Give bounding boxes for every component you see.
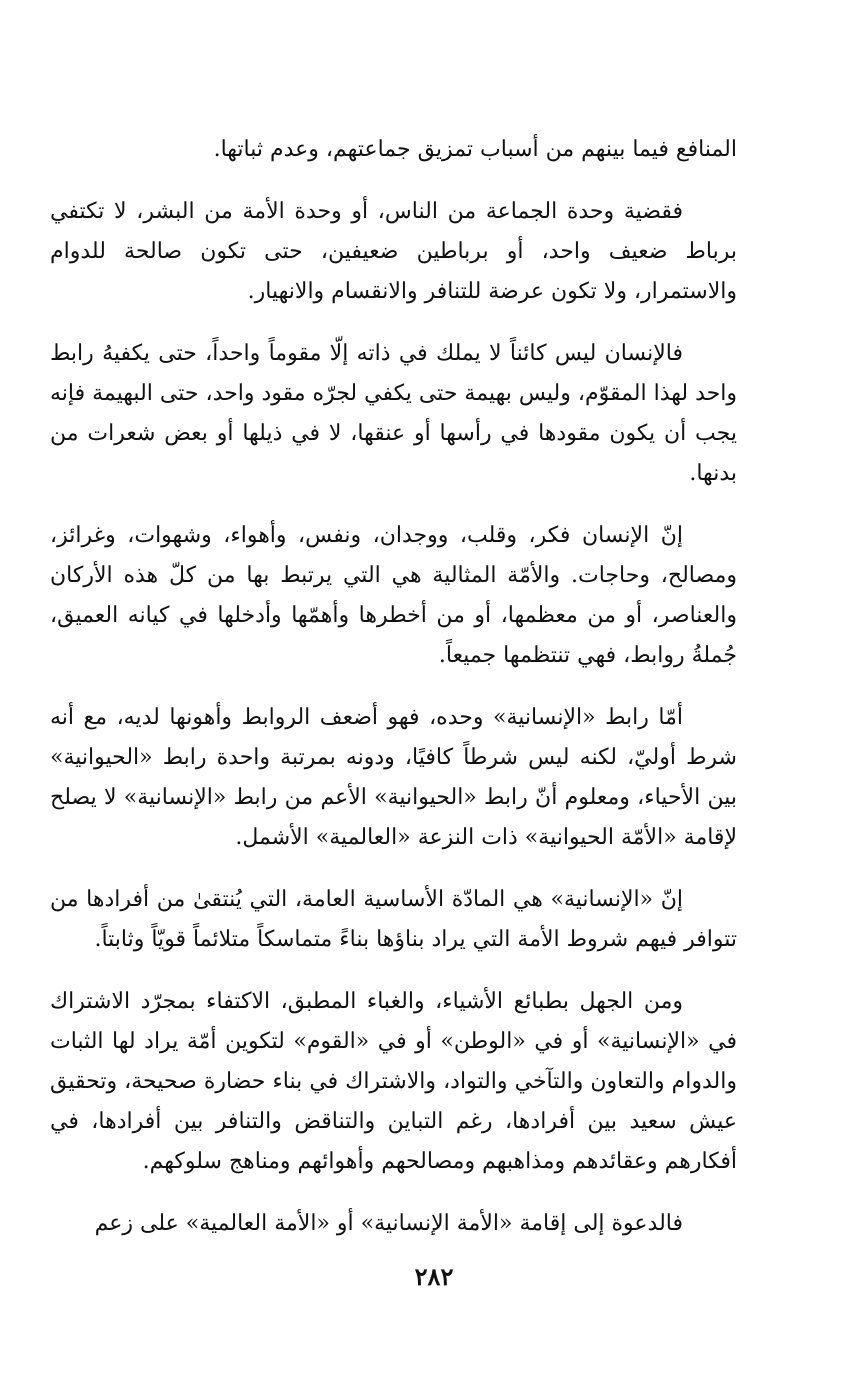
page-body bbox=[50, 130, 737, 1266]
paragraph: أمّا رابط «الإنسانية» وحده، فهو أضعف الروابط وأهونها لديه، مع أنه شرط أوليّ، لكنه ليس شرطاً كافيًا، ودونه بمرتبة واحدة رابط «الحيوانية» بين الأحياء، ومعلوم أنّ رابط «الحيوانية» الأعم من رابط «الإنسانية» لا يصلح لإقامة «الأمّة الحيوانية» ذات النزعة «العالمية» الأشمل. bbox=[50, 705, 737, 850]
page-number: ٢٨٢ bbox=[414, 1262, 454, 1291]
paragraph: فالإنسان ليس كائناً لا يملك في ذاته إلّا مقوماً واحداً، حتى يكفيهُ رابط واحد لهذا المقوّم، وليس بهيمة حتى يكفي لجرّه مقود واحد، حتى البهيمة فإنه يجب أن يكون مقودها في رأسها أو عنقها، لا في ذيلها أو بعض شعرات من بدنها. bbox=[50, 341, 737, 486]
paragraph: إنّ «الإنسانية» هي المادّة الأساسية العامة، التي يُنتقىٰ من أفرادها من تتوافر فيهم شروط الأمة التي يراد بناؤها بناءً متماسكاً متلائماً قويّاً وثابتاً. bbox=[50, 887, 737, 952]
paragraph: ومن الجهل بطبائع الأشياء، والغباء المطبق، الاكتفاء بمجرّد الاشتراك في «الإنسانية» أو في «الوطن» أو في «القوم» لتكوين أمّة يراد لها الثبات والدوام والتعاون والتآخي والتواد، والاشتراك في بناء حضارة صحيحة، وتحقيق عيش سعيد بين أفرادها، رغم التباين والتناقض والتنافر بين أفرادها، في أفكارهم وعقائدهم ومذاهبهم ومصالحهم وأهوائهم ومناهج سلوكهم. bbox=[50, 989, 737, 1174]
paragraph-last: فالدعوة إلى إقامة «الأمة الإنسانية» أو «الأمة العالمية» على زعم bbox=[94, 1211, 683, 1236]
paragraph: فقضية وحدة الجماعة من الناس، أو وحدة الأمة من البشر، لا تكتفي برباط ضعيف واحد، أو برباطين ضعيفين، حتى تكون صالحة للدوام والاستمرار، ولا تكون عرضة للتنافر والانقسام والانهيار. bbox=[50, 199, 737, 304]
paragraph: إنّ الإنسان فكر، وقلب، ووجدان، ونفس، وأهواء، وشهوات، وغرائز، ومصالح، وحاجات. والأمّة المثالية هي التي يرتبط بها من كلّ هذه الأركان والعناصر، أو من معظمها، أو من أخطرها وأهمّها وأدخلها في كيانه العميق، جُملةُ روابط، فهي تنتظمها جميعاً. bbox=[50, 523, 737, 668]
paragraph-continued: المنافع فيما بينهم من أسباب تمزيق جماعتهم، وعدم ثباتها. bbox=[213, 137, 737, 162]
